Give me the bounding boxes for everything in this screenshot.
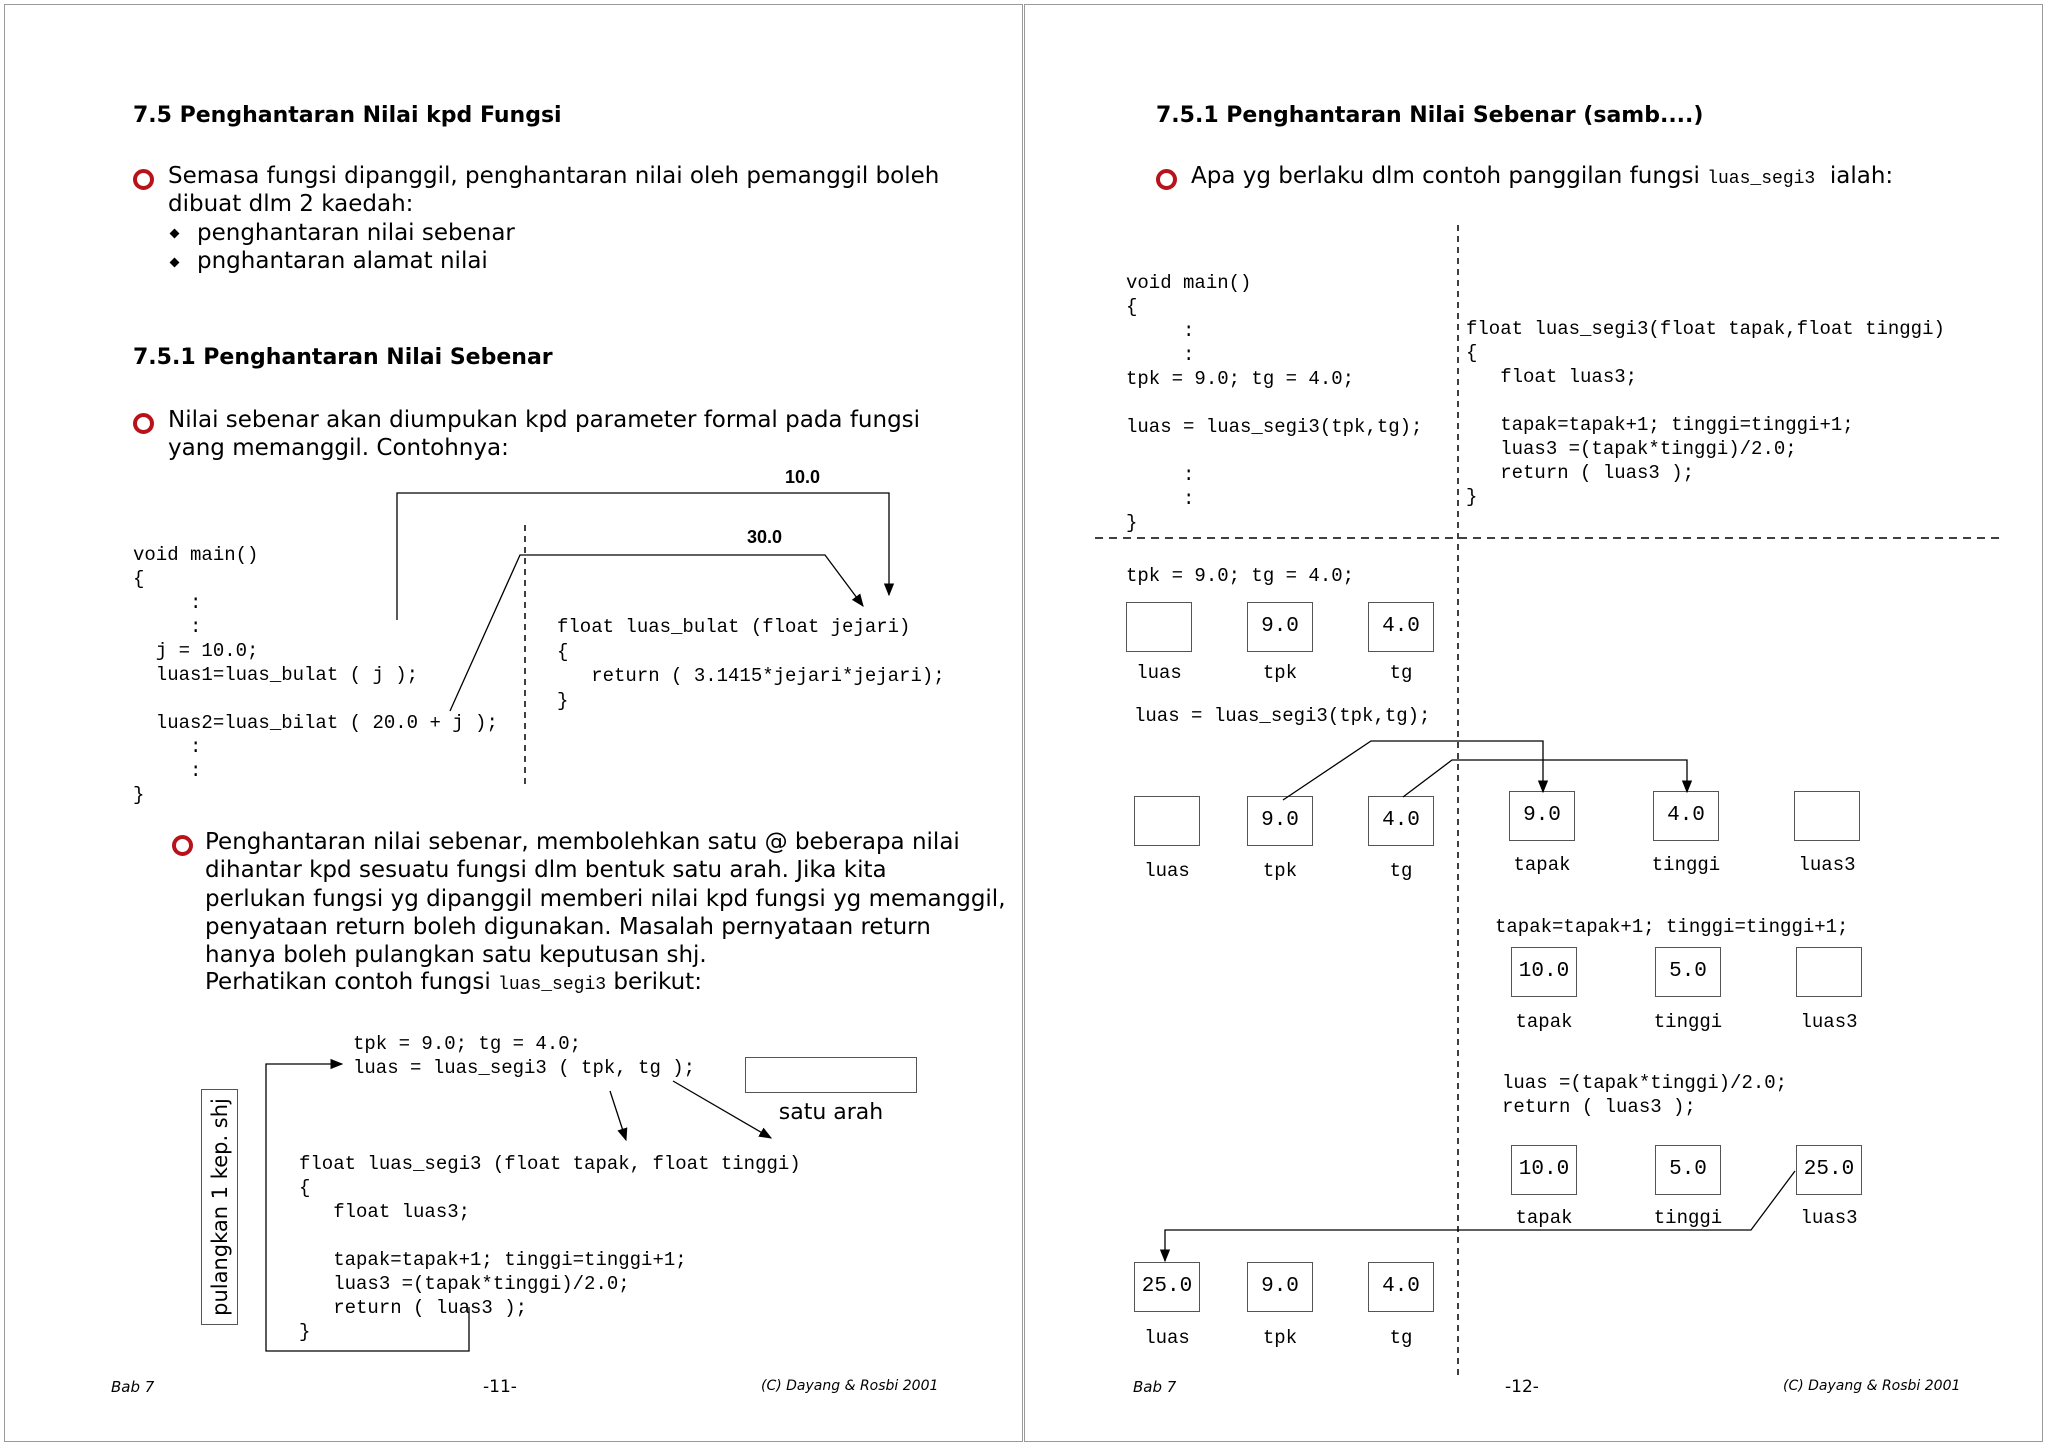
paragraph-line: hanya boleh pulangkan satu keputusan shj.: [205, 942, 707, 969]
memory-label-luas: luas: [1144, 860, 1190, 882]
bullet2-line2: yang memanggil. Contohnya:: [168, 435, 509, 461]
bullet1-line2: dibuat dlm 2 kaedah:: [168, 191, 414, 217]
memory-label-tinggi: tinggi: [1653, 1011, 1723, 1033]
code-line: float luas_bulat (float jejari): [557, 616, 911, 638]
code-line: float luas_segi3 (float tapak, float tinggi): [299, 1153, 801, 1175]
footer-copyright: (C) Dayang & Rosbi 2001: [761, 1378, 939, 1394]
memory-box-luas: 25.0: [1134, 1262, 1200, 1312]
step3-code: tapak=tapak+1; tinggi=tinggi+1;: [1495, 916, 1849, 938]
code-line: return ( luas3 );: [1466, 462, 1695, 484]
code-line: return ( luas3 );: [299, 1297, 528, 1319]
memory-box-tpk: 9.0: [1247, 1262, 1313, 1312]
code-line: float luas3;: [299, 1201, 471, 1223]
memory-label-luas: luas: [1136, 662, 1182, 684]
paragraph-line: penyataan return boleh digunakan. Masalah pernyataan return: [205, 913, 931, 940]
code-line: void main(): [133, 544, 259, 566]
bullet-line: Apa yg berlaku dlm contoh panggilan fungsi luas_segi3 ialah:: [1191, 163, 1894, 189]
memory-label-tinggi: tinggi: [1653, 1207, 1723, 1229]
paragraph-line: perlukan fungsi yg dipanggil memberi nilai kpd fungsi yg memanggil,: [205, 885, 1006, 912]
memory-box-tinggi: 5.0: [1655, 1145, 1721, 1195]
code-line: :: [133, 592, 202, 614]
code-line: return ( luas3 );: [1502, 1096, 1696, 1118]
section-heading-7-5: 7.5 Penghantaran Nilai kpd Fungsi: [133, 103, 562, 128]
code-line: :: [133, 736, 202, 758]
satu-arah-label: satu arah: [778, 1100, 884, 1125]
code-line: {: [557, 640, 569, 663]
footer-left: Bab 7: [1133, 1378, 1177, 1396]
sub-bullet-1: penghantaran nilai sebenar: [197, 220, 515, 246]
arrow-label-30: 30.0: [747, 527, 783, 547]
step1-code: tpk = 9.0; tg = 4.0;: [1126, 565, 1355, 587]
code-line: luas =(tapak*tinggi)/2.0;: [1502, 1072, 1788, 1094]
memory-box-tapak: 10.0: [1511, 947, 1577, 997]
paragraph-line: dihantar kpd sesuatu fungsi dlm bentuk satu arah. Jika kita: [205, 857, 887, 884]
memory-box-tinggi: 5.0: [1655, 947, 1721, 997]
vertical-label: pulangkan 1 kep. shj: [207, 1098, 232, 1316]
code-line: void main(): [1126, 272, 1252, 294]
code-line: :: [133, 616, 202, 638]
memory-label-tg: tg: [1389, 662, 1413, 684]
right-diagram-lines: [1025, 5, 2042, 1441]
memory-label-tg: tg: [1389, 860, 1413, 882]
page-right: [1024, 4, 2043, 1442]
code-line: luas3 =(tapak*tinggi)/2.0;: [299, 1273, 630, 1295]
memory-box-tg: 4.0: [1368, 796, 1434, 846]
code-line: :: [1126, 320, 1195, 342]
memory-box-luas3: 25.0: [1796, 1145, 1862, 1195]
bullet3-last-line: Perhatikan contoh fungsi luas_segi3 berikut:: [205, 969, 702, 995]
paragraph-line: Penghantaran nilai sebenar, membolehkan satu @ beberapa nilai: [205, 829, 960, 855]
code-line: luas3 =(tapak*tinggi)/2.0;: [1466, 438, 1797, 460]
code-line: }: [1466, 486, 1478, 508]
memory-box-tg: 4.0: [1368, 1262, 1434, 1312]
footer-page-number: -11-: [483, 1377, 517, 1397]
memory-label-tinggi: tinggi: [1651, 854, 1721, 876]
code-line: j = 10.0;: [133, 640, 259, 662]
code-line: {: [1126, 296, 1138, 318]
memory-box-tg: 4.0: [1368, 602, 1434, 652]
memory-label-tg: tg: [1389, 1327, 1413, 1349]
memory-label-tpk: tpk: [1262, 1327, 1298, 1349]
memory-label-luas3: luas3: [1800, 1011, 1858, 1033]
memory-box-tpk: 9.0: [1247, 796, 1313, 846]
code-line: luas = luas_segi3 ( tpk, tg );: [353, 1057, 696, 1079]
code-line: {: [133, 568, 145, 590]
code-line: :: [133, 760, 202, 782]
code-line: luas2=luas_bilat ( 20.0 + j );: [133, 712, 498, 734]
code-line: }: [557, 689, 569, 712]
code-line: tapak=tapak+1; tinggi=tinggi+1;: [1466, 414, 1854, 436]
code-line: tapak=tapak+1; tinggi=tinggi+1;: [299, 1249, 687, 1271]
memory-label-tapak: tapak: [1513, 854, 1571, 876]
memory-box-tapak: 9.0: [1509, 791, 1575, 841]
code-line: luas = luas_segi3(tpk,tg);: [1126, 416, 1423, 438]
code-line: :: [1126, 464, 1195, 486]
memory-label-luas3: luas3: [1800, 1207, 1858, 1229]
memory-label-tapak: tapak: [1515, 1207, 1573, 1229]
left-diagram-arrows: [5, 5, 1022, 1441]
code-line: }: [1126, 512, 1138, 534]
code-line: tpk = 9.0; tg = 4.0;: [1126, 368, 1355, 390]
arrow-label-10: 10.0: [785, 467, 821, 487]
section-heading-7-5-1-samb: 7.5.1 Penghantaran Nilai Sebenar (samb....): [1156, 103, 1704, 128]
memory-label-tpk: tpk: [1262, 860, 1298, 882]
code-line: luas1=luas_bulat ( j );: [133, 664, 419, 686]
sub-bullet-2: pnghantaran alamat nilai: [197, 248, 488, 274]
memory-label-tapak: tapak: [1515, 1011, 1573, 1033]
code-line: float luas3;: [1466, 366, 1638, 388]
step2-code: luas = luas_segi3(tpk,tg);: [1134, 705, 1431, 727]
code-line: }: [133, 784, 145, 806]
bullet1-line1: Semasa fungsi dipanggil, penghantaran nilai oleh pemanggil boleh: [168, 163, 940, 189]
memory-box-tinggi: 4.0: [1653, 791, 1719, 841]
bullet2-line1: Nilai sebenar akan diumpukan kpd parameter formal pada fungsi: [168, 407, 921, 433]
code-line: {: [1466, 342, 1478, 364]
code-line: tpk = 9.0; tg = 4.0;: [353, 1033, 582, 1055]
page-left: [4, 4, 1023, 1442]
code-line: :: [1126, 488, 1195, 510]
memory-label-luas: luas: [1144, 1327, 1190, 1349]
memory-label-tpk: tpk: [1262, 662, 1298, 684]
code-line: return ( 3.1415*jejari*jejari);: [557, 665, 945, 687]
footer-page-number: -12-: [1505, 1377, 1539, 1397]
memory-box-tpk: 9.0: [1247, 602, 1313, 652]
code-line: float luas_segi3(float tapak,float tinggi): [1466, 318, 1945, 340]
code-line: :: [1126, 344, 1195, 366]
memory-label-luas3: luas3: [1798, 854, 1856, 876]
footer-left: Bab 7: [111, 1378, 155, 1396]
section-heading-7-5-1: 7.5.1 Penghantaran Nilai Sebenar: [133, 345, 553, 370]
memory-box-tapak: 10.0: [1511, 1145, 1577, 1195]
code-line: {: [299, 1177, 311, 1199]
code-line: }: [299, 1321, 311, 1343]
footer-copyright: (C) Dayang & Rosbi 2001: [1783, 1378, 1961, 1394]
